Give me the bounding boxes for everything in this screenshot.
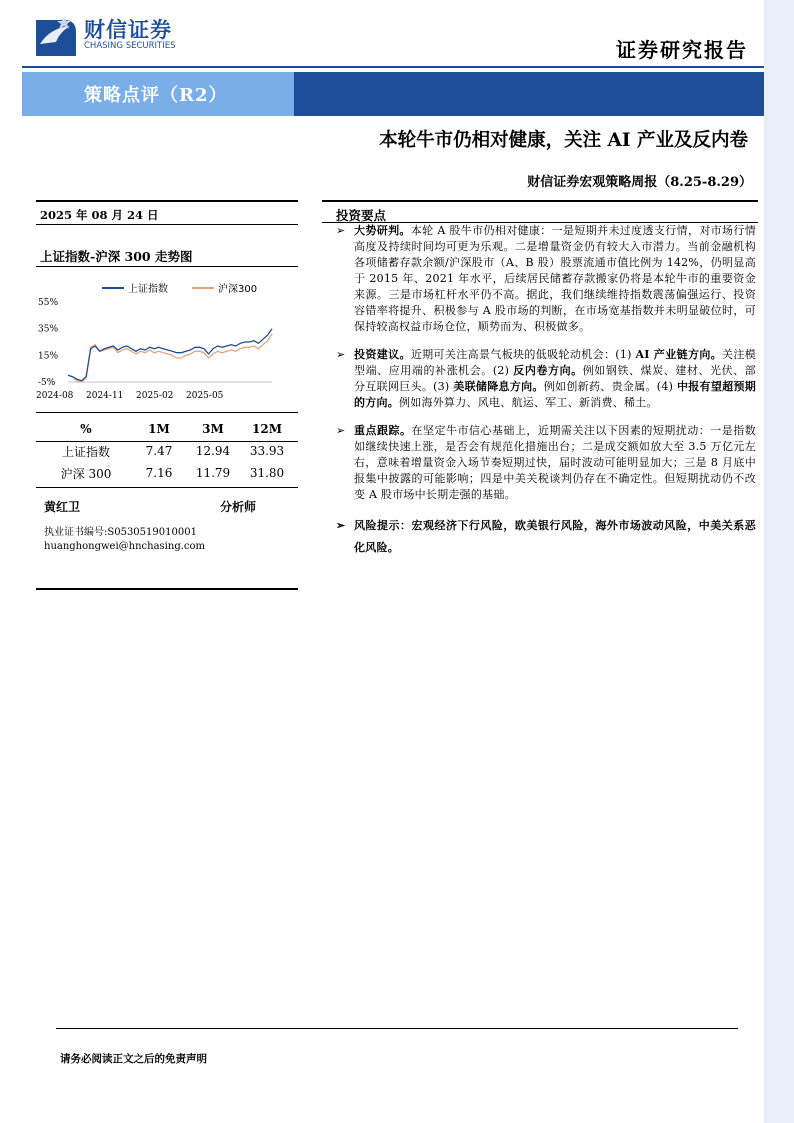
report-title: 本轮牛市仍相对健康，关注 AI 产业及反内卷 <box>379 130 748 151</box>
item-label: 投资建议。 <box>354 348 411 361</box>
arrow-bullet-icon: ➢ <box>336 519 346 532</box>
analyst-bottom-rule <box>36 588 298 590</box>
analyst-block <box>44 498 294 552</box>
x-tick-label: 2024-08 <box>36 391 74 401</box>
item-emphasis: 美联储降息方向。 <box>453 380 544 393</box>
list-item <box>334 347 756 411</box>
table-header-cell: 1M <box>148 422 170 436</box>
list-item <box>334 223 756 335</box>
item-emphasis: 中报有望超预期的方向。 <box>354 380 757 409</box>
x-tick-label: 2025-02 <box>136 391 174 401</box>
item-text: 例如钢铁、煤炭、建材、光伏、部分互联网巨头。(3) <box>354 364 757 393</box>
table-header-cell: 3M <box>202 422 224 436</box>
analyst-name: 黄红卫 <box>44 500 81 514</box>
risk-text: 风险提示：宏观经济下行风险，欧美银行风险，海外市场波动风险，中美关系恶化风险。 <box>354 519 756 554</box>
category-tab <box>22 72 294 116</box>
category-label: 策略点评（R2） <box>84 85 228 106</box>
analyst-title: 分析师 <box>220 500 257 514</box>
analyst-license: 执业证书编号:S0530519010001 <box>44 527 197 538</box>
date-rule <box>36 224 298 225</box>
table-row <box>40 440 296 462</box>
table-cell: 12.94 <box>195 444 231 458</box>
x-tick-label: 2025-05 <box>186 391 224 401</box>
chart-title: 上证指数-沪深 300 走势图 <box>40 249 193 264</box>
key-points-title: 投资要点 <box>336 208 387 223</box>
company-logo <box>32 14 202 58</box>
arrow-bullet-icon: ➢ <box>336 224 346 237</box>
table-cell: 沪深 300 <box>60 466 112 481</box>
item-text: 关注模型端、应用端的补涨机会。(2) <box>354 348 757 377</box>
chart-y-ticks <box>38 298 272 388</box>
page-side-strip <box>764 0 794 1123</box>
item-emphasis: 反内卷方向。 <box>513 364 583 377</box>
y-tick-label: -5% <box>38 378 56 388</box>
logo-english-name: CHASING SECURITIES <box>84 41 176 51</box>
table-header-cell: 12M <box>252 422 282 436</box>
report-date: 2025 年 08 月 24 日 <box>40 208 159 222</box>
x-tick-label: 2024-11 <box>86 391 124 401</box>
item-text: 近期可关注高景气板块的低吸轮动机会：(1) <box>410 348 636 361</box>
legend-label: 上证指数 <box>128 284 168 295</box>
footer-disclaimer[interactable]: 请务必阅读正文之后的免责声明 <box>60 1053 207 1065</box>
arrow-bullet-icon: ➢ <box>336 348 346 361</box>
item-text: 本轮 A 股牛市仍相对健康：一是短期并未过度透支行情，对市场行情高度及持续时间均可更为乐观。二是增量资金仍有较大入市潜力。当前金融机构各项储蓄存款余额/沪深股市（A、B 股）股票流通市值比例为 142%，仍明显高于 2015 年、2021 年水平，后续居民储蓄存款搬家仍将是本轮牛市的重要资金来源。三是市场杠杆水平仍不高。据此，我们继续维持指数震荡偏强运行、投资容错率将提升、积极参与 A 股市场的判断，在市场宽基指数并未明显破位时，可保持较高权益市场仓位，顺势而为、积极做多。 <box>354 224 756 333</box>
category-banner <box>22 72 764 116</box>
table-cell: 7.47 <box>145 444 173 458</box>
list-item-risk <box>334 515 756 559</box>
item-text: 例如海外算力、风电、航运、军工、新消费、稀土。 <box>399 396 658 409</box>
footer-divider <box>56 1028 738 1029</box>
key-points-list <box>334 223 756 571</box>
logo-emblem-icon <box>32 14 78 58</box>
table-cell: 7.16 <box>145 466 173 480</box>
table-bottom-rule <box>36 487 298 488</box>
table-header-row <box>40 418 296 440</box>
chart-x-ticks <box>36 391 224 401</box>
report-subtitle: 财信证券宏观策略周报（8.25-8.29） <box>527 175 752 190</box>
table-cell: 上证指数 <box>61 444 110 459</box>
series-line-hs300 <box>68 334 272 382</box>
chart-legend <box>102 282 257 295</box>
table-header-rule <box>36 441 298 442</box>
chart-lines <box>68 329 272 382</box>
header-divider <box>22 66 764 68</box>
table-cell: 31.80 <box>249 466 285 480</box>
index-trend-chart <box>36 278 276 408</box>
item-text: 在坚定牛市信心基础上，近期需关注以下因素的短期扰动：一是指数如继续快速上涨，是否会有规范化措施出台；二是成交额如放大至 3.5 万亿元左右，意味着增量资金入场节奏短期过快，届时波动可能明显加大；三是 8 月底中报集中披露的可能影响；四是中美关税谈判仍存在不确定性。但短期扰动仍不改变 A 股市场中长期走强的基础。 <box>354 424 757 501</box>
report-type-label: 证券研究报告 <box>616 38 748 62</box>
y-tick-label: 55% <box>38 298 59 308</box>
item-label: 重点跟踪。 <box>354 424 412 437</box>
table-header-cell: % <box>80 422 92 436</box>
list-item <box>334 423 756 503</box>
table-cell: 11.79 <box>195 466 231 480</box>
item-emphasis: AI 产业链方向。 <box>635 348 723 361</box>
performance-table <box>40 418 296 484</box>
item-text: 例如创新药、贵金属。(4) <box>543 380 677 393</box>
chart-bottom-rule <box>36 412 298 413</box>
item-label: 大势研判。 <box>354 224 411 237</box>
legend-label: 沪深300 <box>218 284 258 295</box>
right-top-rule <box>322 200 758 202</box>
chart-title-rule <box>36 266 298 267</box>
analyst-email[interactable]: huanghongwei@hnchasing.com <box>44 541 206 552</box>
y-tick-label: 15% <box>38 351 59 362</box>
table-cell: 33.93 <box>249 444 285 458</box>
y-tick-label: 35% <box>38 324 59 335</box>
arrow-bullet-icon: ➢ <box>336 424 346 437</box>
left-top-rule <box>36 200 298 202</box>
logo-chinese-name: 财信证券 <box>84 18 172 42</box>
table-row <box>40 462 296 484</box>
